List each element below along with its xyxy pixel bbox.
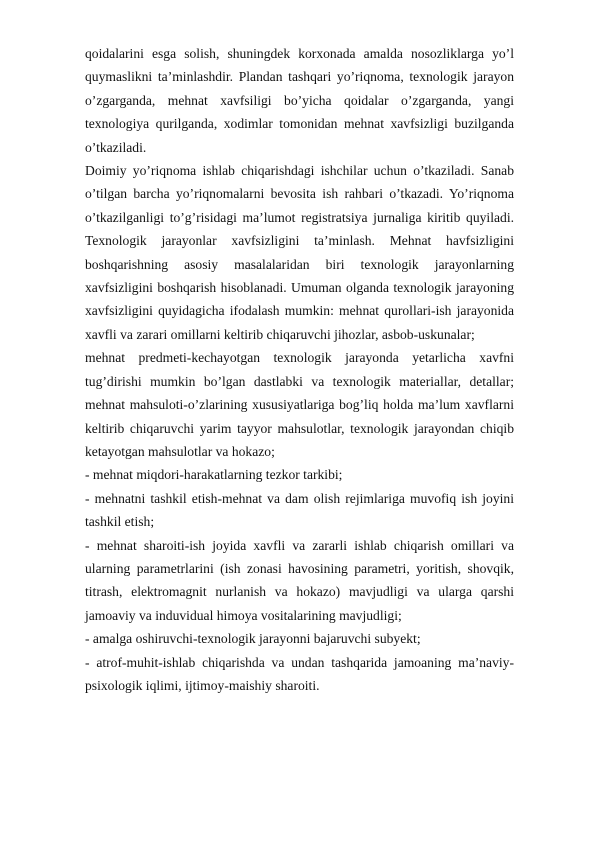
- paragraph-3: mehnat predmeti-kechayotgan texnologik jarayonda yetarlicha xavfni tug’dirishi mumkin bo’lgan dastlabki va texnologik materiallar, detallar; mehnat mahsuloti-o’zlarining xususiyatlariga bog’liq holda ma’lum xavflarni keltirib chiqaruvchi yarim tayyor mahsulotlar, texnologik jarayondan chiqib ketayotgan mahsulotlar va hokazo;: [85, 350, 514, 459]
- document-page: [85, 42, 514, 697]
- paragraph-6: - mehnat sharoiti-ish joyida xavfli va zararli ishlab chiqarish omillari va ularning parametrlarini (ish zonasi havosining parametri, yoritish, shovqik, titrash, elektromagnit nurlanish va hokazo) mavjudligi va ularga qarshi jamoaviy va induvidual himoya vositalarining mavjudligi;: [85, 537, 514, 623]
- paragraph-4: - mehnat miqdori-harakatlarning tezkor tarkibi;: [85, 467, 343, 483]
- paragraph-7: - amalga oshiruvchi-texnologik jarayonni bajaruvchi subyekt;: [85, 631, 421, 647]
- paragraph-8: - atrof-muhit-ishlab chiqarishda va undan tashqarida jamoaning ma’naviy-psixologik iqlimi, ijtimoy-maishiy sharoiti.: [85, 654, 514, 693]
- paragraph-2: Doimiy yo’riqnoma ishlab chiqarishdagi ishchilar uchun o’tkaziladi. Sanab o’tilgan barcha yo’riqnomalarni bevosita ish rahbari o’tkazadi. Yo’riqnoma o’tkazilganligi to’g’risidagi ma’lumot registratsiya jurnaliga kiritib quyiladi. Texnologik jarayonlar xavfsizligini ta’minlash. Mehnat havfsizligini boshqarishning asosiy masalalaridan biri texnologik jarayonlarning xavfsizligini boshqarish hisoblanadi. Umuman olganda texnologik jarayoning xavfsizligini quyidagicha ifodalash mumkin: mehnat qurollari-ish jarayonida xavfli va zarari omillarni keltirib chiqaruvchi jihozlar, asbob-uskunalar;: [85, 163, 514, 342]
- paragraph-1: qoidalarini esga solish, shuningdek korxonada amalda nosozliklarga yo’l quymaslikni ta’minlashdir. Plandan tashqari yo’riqnoma, texnologik jarayon o’zgarganda, mehnat xavfsiligi bo’yicha qoidalar o’zgarganda, yangi texnologiya qurilganda, xodimlar tomonidan mehnat xavfsizligi buzilganda o’tkaziladi.: [85, 46, 514, 155]
- paragraph-5: - mehnatni tashkil etish-mehnat va dam olish rejimlariga muvofiq ish joyini tashkil etish;: [85, 490, 514, 530]
